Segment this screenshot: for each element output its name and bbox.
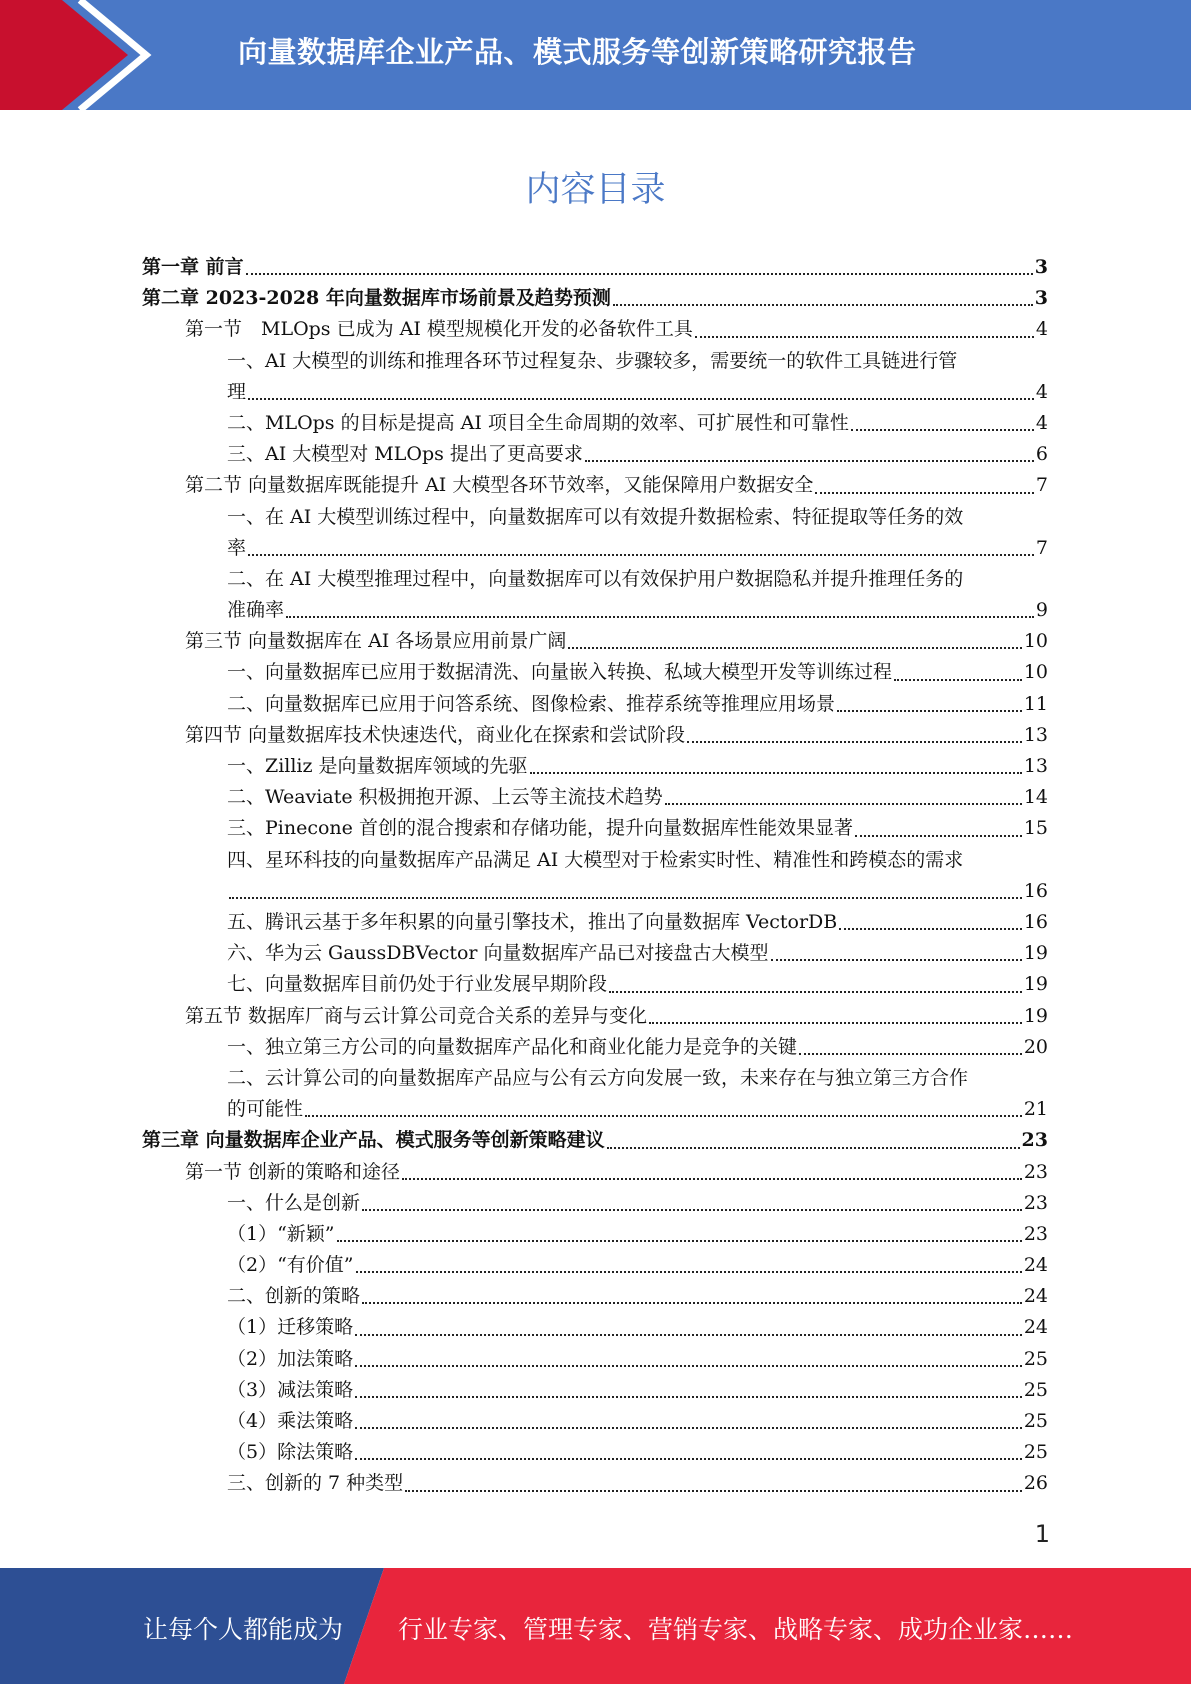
toc-entry[interactable] xyxy=(142,845,1048,907)
toc-page-number: 10 xyxy=(1023,630,1048,653)
toc-page-number: 23 xyxy=(1023,1222,1048,1245)
toc-entry[interactable] xyxy=(142,657,1048,688)
toc-leader-dots xyxy=(248,398,1034,400)
toc-entry[interactable] xyxy=(142,564,1048,626)
toc-leader-dots xyxy=(356,1271,1022,1273)
toc-entry[interactable] xyxy=(142,1375,1048,1406)
toc-leader-dots xyxy=(402,1178,1022,1180)
toc-page-number: 25 xyxy=(1023,1378,1048,1401)
toc-leader-dots xyxy=(355,1396,1022,1398)
footer-band xyxy=(0,1568,1191,1684)
toc-page-number: 3 xyxy=(1034,255,1048,278)
toc-leader-dots xyxy=(649,1022,1022,1024)
toc-entry[interactable] xyxy=(142,1468,1048,1499)
toc-page-number: 9 xyxy=(1035,599,1048,622)
toc-entry-title: 四、星环科技的向量数据库产品满足 AI 大模型对于检索实时性、精准性和跨模态的需求 xyxy=(227,848,964,871)
toc-leader-dots xyxy=(355,1427,1022,1429)
toc-entry-title: 第五节 数据库厂商与云计算公司竞合关系的差异与变化 xyxy=(185,1004,648,1027)
toc-page-number: 15 xyxy=(1023,817,1048,840)
toc-page-number: 14 xyxy=(1023,786,1048,809)
toc-entry[interactable] xyxy=(142,1157,1048,1188)
toc-entry-title: 二、云计算公司的向量数据库产品应与公有云方向发展一致，未来存在与独立第三方合作 xyxy=(227,1066,969,1089)
toc-page-number: 24 xyxy=(1023,1316,1048,1339)
toc-entry-title: 二、在 AI 大模型推理过程中，向量数据库可以有效保护用户数据隐私并提升推理任务的 xyxy=(227,567,964,590)
toc-leader-dots xyxy=(855,835,1022,837)
toc-entry-title: 一、Zilliz 是向量数据库领域的先驱 xyxy=(227,755,528,778)
toc-entry[interactable] xyxy=(142,1344,1048,1375)
toc-leader-dots xyxy=(665,803,1022,805)
toc-entry-title-cont: 的可能性 xyxy=(227,1098,304,1121)
toc-leader-dots xyxy=(286,616,1034,618)
toc-entry[interactable] xyxy=(142,751,1048,782)
toc-page-number: 16 xyxy=(1023,910,1048,933)
toc-page-number: 25 xyxy=(1023,1441,1048,1464)
toc-leader-dots xyxy=(837,710,1022,712)
toc-entry[interactable] xyxy=(142,1281,1048,1312)
toc-entry-title: 七、向量数据库目前仍处于行业发展早期阶段 xyxy=(227,973,608,996)
toc-entry-title: （1）迁移策略 xyxy=(227,1316,354,1339)
toc-leader-dots xyxy=(362,1302,1022,1304)
toc-entry-title: 五、腾讯云基于多年积累的向量引擎技术，推出了向量数据库 VectorDB xyxy=(227,910,838,933)
toc-entry[interactable] xyxy=(142,1219,1048,1250)
toc-entry[interactable] xyxy=(142,1312,1048,1343)
toc-entry[interactable] xyxy=(142,314,1048,345)
toc-page-number: 23 xyxy=(1023,1160,1048,1183)
toc-entry-title-cont: 率 xyxy=(227,536,247,559)
toc-entry-title: （2）“有价值” xyxy=(227,1254,354,1277)
toc-leader-dots xyxy=(815,492,1034,494)
toc-leader-dots xyxy=(894,679,1022,681)
toc-leader-dots xyxy=(585,460,1034,462)
toc-leader-dots xyxy=(613,304,1033,306)
toc-leader-dots xyxy=(609,991,1022,993)
toc-page-number: 20 xyxy=(1023,1035,1048,1058)
toc-title: 内容目录 xyxy=(525,170,666,210)
toc-leader-dots xyxy=(851,429,1034,431)
toc-page-number: 23 xyxy=(1023,1191,1048,1214)
toc-entry-title: 一、独立第三方公司的向量数据库产品化和商业化能力是竞争的关键 xyxy=(227,1035,798,1058)
toc-entry[interactable] xyxy=(142,689,1048,720)
toc-entry-title: 六、华为云 GaussDBVector 向量数据库产品已对接盘古大模型 xyxy=(227,942,769,965)
toc-page-number: 3 xyxy=(1034,287,1048,310)
toc-entry[interactable] xyxy=(142,1001,1048,1032)
toc-leader-dots xyxy=(568,647,1021,649)
toc-page-number: 7 xyxy=(1035,474,1048,497)
toc-entry-title: 二、创新的策略 xyxy=(227,1285,361,1308)
toc-entry-title: 第二节 向量数据库既能提升 AI 大模型各环节效率，又能保障用户数据安全 xyxy=(185,474,814,497)
toc-entry[interactable] xyxy=(142,907,1048,938)
toc-leader-dots xyxy=(687,741,1022,743)
toc-entry-title: 一、向量数据库已应用于数据清洗、向量嵌入转换、私域大模型开发等训练过程 xyxy=(227,661,893,684)
toc-page-number: 11 xyxy=(1023,692,1048,715)
toc-leader-dots xyxy=(695,336,1034,338)
toc-entry-title: 第一章 前言 xyxy=(142,255,244,278)
toc-entry-title: （1）“新颖” xyxy=(227,1222,335,1245)
toc-entry-title: 一、什么是创新 xyxy=(227,1191,361,1214)
toc-entry[interactable] xyxy=(142,252,1048,283)
toc-entry[interactable] xyxy=(142,969,1048,1000)
toc-entry-title: 第三章 向量数据库企业产品、模式服务等创新策略建议 xyxy=(142,1129,605,1152)
toc-leader-dots xyxy=(355,1334,1022,1336)
toc-entry-title: 一、AI 大模型的训练和推理各环节过程复杂、步骤较多，需要统一的软件工具链进行管 xyxy=(227,349,958,372)
toc-entry[interactable] xyxy=(142,1250,1048,1281)
toc-entry-title: 二、向量数据库已应用于问答系统、图像检索、推荐系统等推理应用场景 xyxy=(227,692,836,715)
toc-entry[interactable] xyxy=(142,346,1048,408)
toc-entry-continuation xyxy=(227,377,1048,408)
toc-leader-dots xyxy=(248,554,1034,556)
toc-entry-title: 第二章 2023-2028 年向量数据库市场前景及趋势预测 xyxy=(142,287,611,310)
toc-entry[interactable] xyxy=(142,782,1048,813)
toc-entry-title: 二、MLOps 的目标是提高 AI 项目全生命周期的效率、可扩展性和可靠性 xyxy=(227,411,849,434)
header-band xyxy=(0,0,1191,110)
toc-leader-dots xyxy=(229,897,1022,899)
toc-entry-continuation xyxy=(227,876,1048,907)
toc-page-number: 19 xyxy=(1023,942,1048,965)
toc-leader-dots xyxy=(771,959,1022,961)
toc-entry[interactable] xyxy=(142,1437,1048,1468)
toc-entry[interactable] xyxy=(142,408,1048,439)
toc-entry[interactable] xyxy=(142,1032,1048,1063)
toc-entry-title-cont: 理 xyxy=(227,380,247,403)
toc-leader-dots xyxy=(305,1115,1022,1117)
toc-leader-dots xyxy=(405,1490,1022,1492)
toc-page-number: 19 xyxy=(1023,973,1048,996)
toc-page-number: 23 xyxy=(1021,1129,1048,1152)
toc-entry-title: 第一节 MLOps 已成为 AI 模型规模化开发的必备软件工具 xyxy=(185,318,693,341)
toc-page-number: 24 xyxy=(1023,1285,1048,1308)
toc-leader-dots xyxy=(246,273,1033,275)
toc-entry[interactable] xyxy=(142,1125,1048,1156)
toc-entry[interactable] xyxy=(142,1406,1048,1437)
toc-entry[interactable] xyxy=(142,938,1048,969)
toc-page-number: 4 xyxy=(1035,411,1048,434)
toc-entry-title: 第三节 向量数据库在 AI 各场景应用前景广阔 xyxy=(185,630,567,653)
toc-entry-title: （5）除法策略 xyxy=(227,1441,354,1464)
toc-leader-dots xyxy=(799,1053,1022,1055)
toc-entry-title: 第四节 向量数据库技术快速迭代，商业化在探索和尝试阶段 xyxy=(185,723,686,746)
toc-leader-dots xyxy=(337,1240,1022,1242)
page-number: 1 xyxy=(1034,1520,1050,1548)
toc-page-number: 19 xyxy=(1023,1004,1048,1027)
toc-page-number: 10 xyxy=(1023,661,1048,684)
toc-page-number: 24 xyxy=(1023,1254,1048,1277)
toc-page-number: 6 xyxy=(1035,443,1048,466)
toc-page-number: 13 xyxy=(1023,755,1048,778)
toc-page-number: 4 xyxy=(1035,318,1048,341)
toc-entry[interactable] xyxy=(142,502,1048,564)
toc-page-number: 21 xyxy=(1023,1098,1048,1121)
toc-entry[interactable] xyxy=(142,626,1048,657)
toc-entry-continuation xyxy=(227,533,1048,564)
toc-leader-dots xyxy=(355,1458,1022,1460)
toc-leader-dots xyxy=(607,1147,1020,1149)
table-of-contents xyxy=(142,252,1048,1500)
toc-entry-title-cont: 准确率 xyxy=(227,599,285,622)
toc-page-number: 13 xyxy=(1023,723,1048,746)
toc-entry-title: 三、Pinecone 首创的混合搜索和存储功能，提升向量数据库性能效果显著 xyxy=(227,817,853,840)
toc-page-number: 26 xyxy=(1023,1472,1048,1495)
toc-entry-continuation xyxy=(227,1094,1048,1125)
toc-leader-dots xyxy=(839,928,1022,930)
toc-leader-dots xyxy=(362,1209,1022,1211)
toc-entry-title: （2）加法策略 xyxy=(227,1347,354,1370)
toc-page-number: 4 xyxy=(1035,380,1048,403)
toc-entry-title: （3）减法策略 xyxy=(227,1378,354,1401)
toc-entry-title: 第一节 创新的策略和途径 xyxy=(185,1160,401,1183)
toc-entry[interactable] xyxy=(142,470,1048,501)
toc-entry[interactable] xyxy=(142,283,1048,314)
toc-entry-title: 三、AI 大模型对 MLOps 提出了更高要求 xyxy=(227,443,583,466)
footer-slogan-right: 行业专家、管理专家、营销专家、战略专家、成功企业家…… xyxy=(398,1615,1074,1644)
toc-page-number: 7 xyxy=(1035,536,1048,559)
toc-entry-title: 一、在 AI 大模型训练过程中，向量数据库可以有效提升数据检索、特征提取等任务的效 xyxy=(227,505,964,528)
toc-entry-title: 三、创新的 7 种类型 xyxy=(227,1472,404,1495)
toc-entry-continuation xyxy=(227,595,1048,626)
toc-page-number: 16 xyxy=(1023,879,1048,902)
header-title: 向量数据库企业产品、模式服务等创新策略研究报告 xyxy=(238,35,917,69)
footer-slogan-left: 让每个人都能成为 xyxy=(143,1615,344,1644)
toc-entry-title: 二、Weaviate 积极拥抱开源、上云等主流技术趋势 xyxy=(227,786,663,809)
toc-leader-dots xyxy=(355,1365,1022,1367)
toc-entry[interactable] xyxy=(142,720,1048,751)
toc-entry[interactable] xyxy=(142,813,1048,844)
toc-entry-title: （4）乘法策略 xyxy=(227,1410,354,1432)
toc-entry[interactable] xyxy=(142,439,1048,470)
toc-page-number: 25 xyxy=(1023,1410,1048,1432)
toc-page-number: 25 xyxy=(1023,1347,1048,1370)
toc-leader-dots xyxy=(530,772,1022,774)
toc-entry[interactable] xyxy=(142,1063,1048,1125)
toc-entry[interactable] xyxy=(142,1188,1048,1219)
